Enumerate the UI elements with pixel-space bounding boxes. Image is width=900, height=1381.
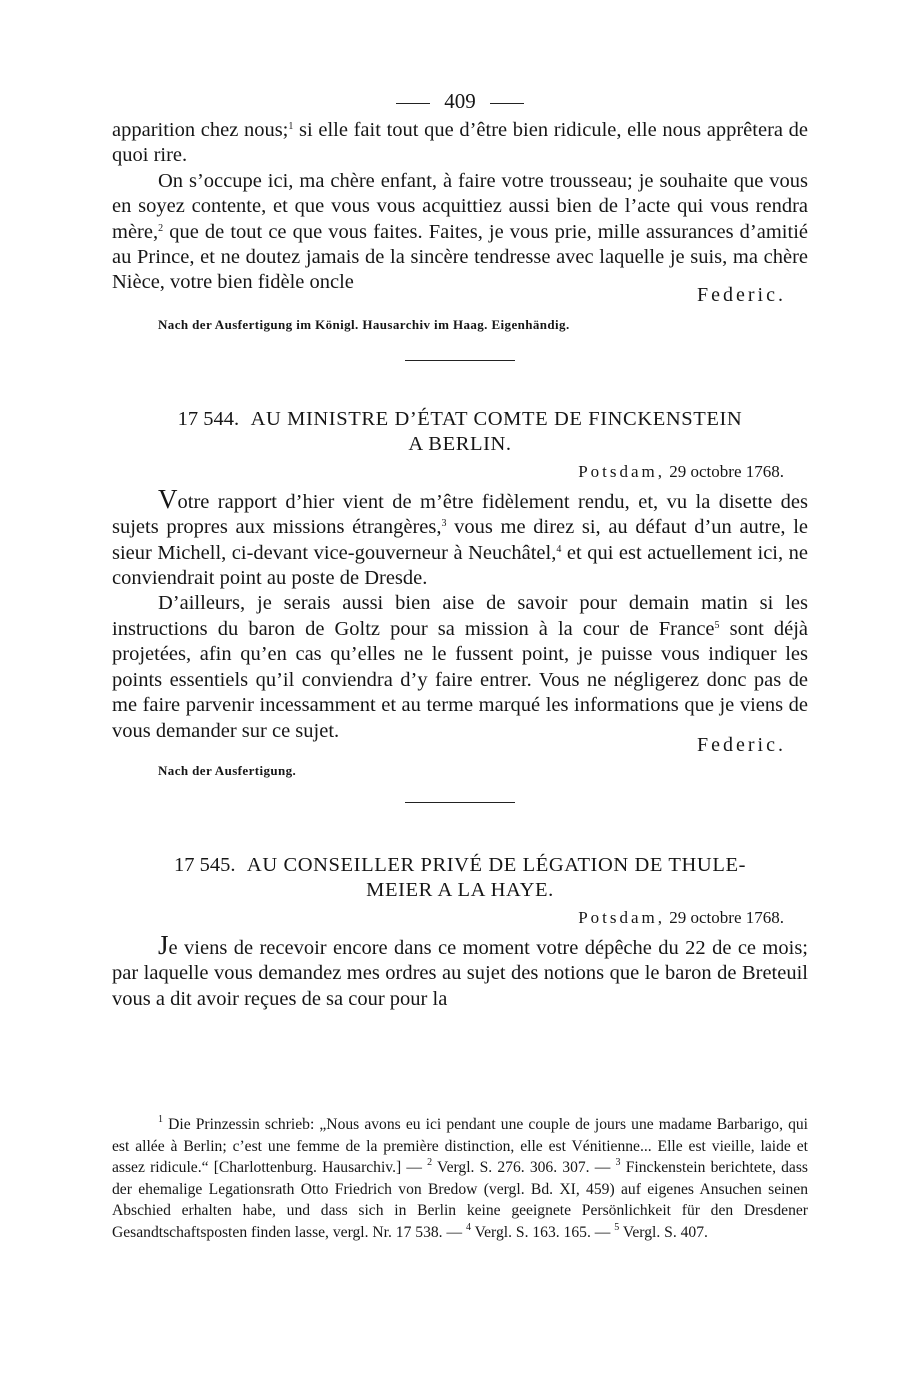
letter-17544-para-1: Votre rapport d’hier vient de m’être fidèlement rendu, et, vu la disette des sujets propres aux missions étrangères,$^3$ vous me direz si, au défaut d’un autre, le sieur Michell, ci-devant vice-gouverneur à Neuchâtel,$^4$ et qui est actuellement ici, ne conviendrait point au poste de Dresde. — [112, 483, 808, 590]
letter-number: 17 544. — [177, 407, 240, 430]
footnote-ref-2[interactable]: 2 — [158, 222, 164, 234]
letter-17544-para-2: D’ailleurs, je serais aussi bien aise de savoir pour demain matin si les instructions du baron de Goltz pour sa mission à la cour de France$^5$ sont déjà projetées, afin qu’en cas qu’elles ne le fussent point, je puisse vous indiquer les points essentiels qu’il conviendra d’y faire entrer. Vous ne négligerez donc pas de me faire parvenir incessamment et au terme marqué les informations que je viens de vous demander sur ce sujet. — [112, 592, 808, 742]
drop-cap: V — [158, 483, 178, 514]
prev-letter-signature: Federic. — [697, 283, 786, 306]
letter-17545-para-1: Je viens de recevoir encore dans ce moment votre dépêche du 22 de ce mois; par laquelle vous demandez mes ordres au sujet des notions que le baron de Breteuil vous a dit avoir reçues de sa cour pour la — [112, 929, 808, 1010]
header-dash-right — [490, 103, 524, 104]
page-body — [112, 84, 808, 1012]
footnote-mark-4: 4 — [465, 1221, 471, 1233]
letter-17544-title: 17 544. AU MINISTRE D’ÉTAT COMTE DE FINCKENSTEIN A BERLIN. — [177, 407, 743, 455]
letter-number: 17 545. — [173, 853, 236, 876]
letter-17545-dateline: Potsdam, 29 octobre 1768. — [578, 907, 784, 927]
letter-17544-signature: Federic. — [697, 733, 786, 756]
letter-17544 — [112, 407, 808, 780]
page-number: 409 — [444, 89, 476, 113]
section-divider — [405, 360, 515, 361]
footnote-mark-3: 3 — [615, 1157, 621, 1169]
letter-17545 — [112, 853, 808, 1012]
footnote-ref-1[interactable]: 1 — [288, 121, 294, 132]
footnote-mark-1: 1 — [158, 1114, 163, 1125]
prev-letter-source: Nach der Ausfertigung im Königl. Hausarchiv im Haag. Eigenhändig. — [158, 316, 570, 332]
section-divider — [405, 802, 515, 803]
prev-letter-para-1: apparition chez nous;$^1$ si elle fait tout que d’être bien ridicule, elle nous apprêtera de quoi rire. — [112, 119, 808, 167]
page-header — [112, 84, 808, 118]
footnote-text: $^1$ Die Prinzessin schrieb: „Nous avons eu ici pendant une couple de jours une madame Barbarigo, qui est allée à Berlin; c’est une femme de la première distinction, elle est Vénitienne... Elle est vieille, laide et assez ridicule.“ [Charlottenburg. Hausarchiv.] — $^2$ Vergl. S. 276. 306. 307. — $^3$ Finckenstein berichtete, dass der ehemalige Legationsrath Otto Friedrich von Bredow (vergl. Bd. XI, 459) auf eigenes Ansuchen seinen Abschied erhalten habe, und dass sich in Berlin keine geeignete Persönlichkeit für den Dresdener Gesandtschaftsposten finden lasse, vergl. Nr. 17 538. — $^4$ Vergl. S. 163. 165. — $^5$ Vergl. S. 407. — [112, 1114, 808, 1241]
prev-letter-para-2: On s’occupe ici, ma chère enfant, à faire votre trousseau; je souhaite que vous en soyez contente, et que vous vous acquittiez aussi bien de l’acte qui vous rendra mère,$^2$ que de tout ce que vous faites. Faites, je vous prie, mille assurances d’amitié au Prince, et ne doutez jamais de la sincère tendresse avec laquelle je suis, ma chère Nièce, votre bien fidèle oncle — [112, 169, 808, 294]
letter-17544-dateline: Potsdam, 29 octobre 1768. — [578, 461, 784, 481]
previous-letter — [112, 118, 808, 334]
footnote-ref-3[interactable]: 3 — [441, 518, 447, 530]
header-dash-left — [396, 103, 430, 104]
letter-17544-source: Nach der Ausfertigung. — [158, 762, 297, 778]
footnotes — [112, 1114, 808, 1244]
footnote-mark-2: 2 — [427, 1157, 433, 1169]
drop-cap: J — [158, 929, 169, 960]
letter-17545-title: 17 545. AU CONSEILLER PRIVÉ DE LÉGATION DE THULE- MEIER A LA HAYE. — [173, 853, 747, 901]
footnote-mark-5: 5 — [614, 1221, 620, 1233]
footnote-ref-5[interactable]: 5 — [714, 619, 720, 631]
footnote-ref-4[interactable]: 4 — [556, 543, 562, 555]
